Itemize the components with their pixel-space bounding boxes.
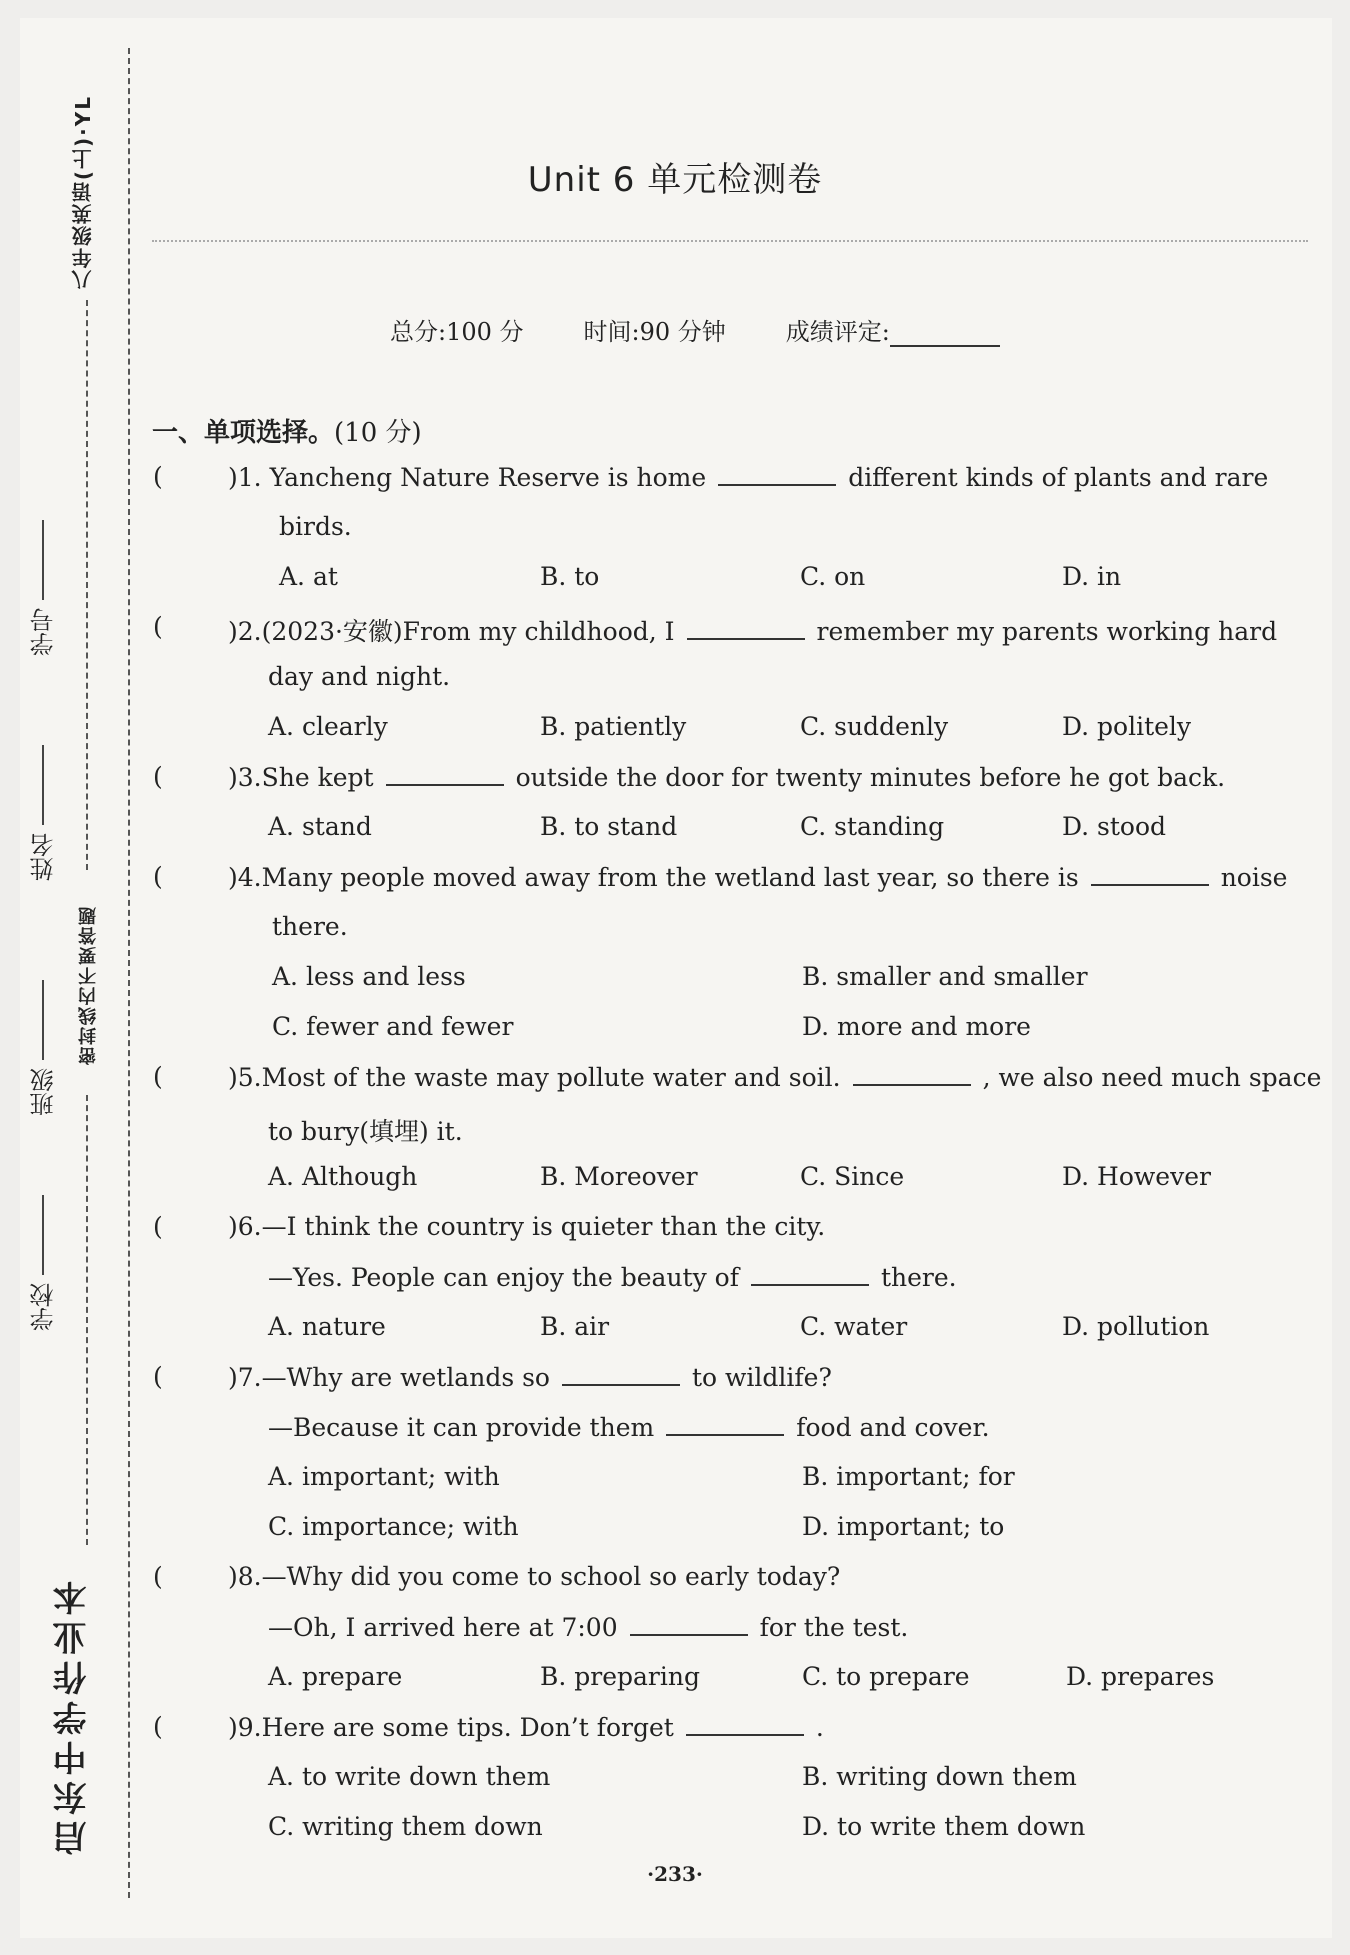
field-class[interactable]: [26, 980, 61, 1116]
answer-blank[interactable]: [666, 1412, 784, 1436]
option-c[interactable]: C. water: [800, 1312, 908, 1341]
page-number: ·233·: [647, 1862, 703, 1886]
field-student-id-label: 学号: [30, 608, 58, 656]
option-a[interactable]: A. Although: [268, 1162, 418, 1191]
field-school[interactable]: [26, 1195, 61, 1331]
question-stem: —Because it can provide them: [268, 1413, 655, 1442]
question-stem: Yancheng Nature Reserve is home: [269, 463, 707, 492]
answer-blank[interactable]: [562, 1362, 680, 1386]
question-2: [228, 612, 1277, 648]
question-stem: .: [815, 1713, 824, 1742]
question-number: )6.: [228, 1212, 262, 1241]
option-d[interactable]: D. prepares: [1066, 1662, 1215, 1691]
question-3: [228, 762, 1225, 792]
answer-blank[interactable]: [751, 1262, 869, 1286]
question-stem: noise: [1220, 863, 1288, 892]
option-d[interactable]: D. pollution: [1062, 1312, 1210, 1341]
question-stem: Most of the waste may pollute water and soil.: [261, 1063, 841, 1092]
option-a[interactable]: A. less and less: [272, 962, 466, 991]
grade-field: [786, 312, 1000, 347]
question-stem: to wildlife?: [691, 1363, 832, 1392]
option-b[interactable]: B. smaller and smaller: [802, 962, 1088, 991]
question-dialogue-reply: [268, 1262, 957, 1292]
option-a[interactable]: A. prepare: [268, 1662, 403, 1691]
option-b[interactable]: B. air: [540, 1312, 610, 1341]
grade-blank[interactable]: [890, 321, 1000, 347]
exam-meta: [390, 312, 1000, 347]
option-a[interactable]: A. clearly: [268, 712, 388, 741]
question-number: )8.: [228, 1562, 262, 1591]
section-label: 一、单项选择。: [152, 418, 335, 448]
option-a[interactable]: A. nature: [268, 1312, 386, 1341]
answer-bracket[interactable]: (: [153, 862, 163, 891]
section-heading: [152, 412, 422, 449]
option-b[interactable]: B. preparing: [540, 1662, 700, 1691]
option-a[interactable]: A. important; with: [268, 1462, 500, 1491]
answer-blank[interactable]: [718, 462, 836, 486]
question-number: )9.: [228, 1713, 262, 1742]
question-stem: food and cover.: [796, 1413, 990, 1442]
paper-page: [20, 18, 1332, 1938]
option-d[interactable]: D. important; to: [802, 1512, 1005, 1541]
answer-bracket[interactable]: (: [153, 1212, 163, 1241]
page-title: Unit 6 单元检测卷: [527, 160, 823, 200]
answer-blank[interactable]: [686, 1712, 804, 1736]
option-b[interactable]: B. to stand: [540, 812, 678, 841]
seal-warning: 密封线内不要答题: [78, 905, 99, 1065]
total-score: 总分:100 分: [390, 318, 524, 346]
answer-blank[interactable]: [630, 1612, 748, 1636]
option-a[interactable]: A. to write down them: [268, 1762, 551, 1791]
option-c[interactable]: C. suddenly: [800, 712, 949, 741]
question-number: )2.: [228, 617, 262, 646]
question-6: [228, 1212, 825, 1241]
field-student-id[interactable]: [26, 520, 61, 656]
field-school-label: 学校: [30, 1283, 58, 1331]
answer-blank[interactable]: [386, 762, 504, 786]
option-d[interactable]: D. in: [1062, 562, 1122, 591]
question-9: [228, 1712, 824, 1742]
question-stem: Here are some tips. Don’t forget: [261, 1713, 674, 1742]
question-stem: —Why are wetlands so: [261, 1363, 550, 1392]
option-b[interactable]: B. Moreover: [540, 1162, 698, 1191]
question-continuation: to bury(填埋) it.: [268, 1117, 463, 1146]
question-stem: Many people moved away from the wetland last year, so there is: [261, 863, 1079, 892]
question-8: [228, 1562, 840, 1591]
section-points: (10 分): [334, 418, 422, 448]
option-d[interactable]: D. stood: [1062, 812, 1167, 841]
option-d[interactable]: D. However: [1062, 1162, 1211, 1191]
question-continuation: day and night.: [268, 662, 451, 691]
question-stem: —Why did you come to school so early today?: [261, 1562, 841, 1591]
answer-bracket[interactable]: (: [153, 1362, 163, 1391]
question-continuation: birds.: [279, 512, 352, 541]
book-label: 八年级英语(上)·YL: [71, 95, 95, 291]
grade-label: 成绩评定:: [785, 318, 890, 346]
question-stem: for the test.: [759, 1613, 909, 1642]
option-d[interactable]: D. to write them down: [802, 1812, 1086, 1841]
school-brand: 启东中学作业本: [53, 1575, 93, 1855]
answer-bracket[interactable]: (: [153, 612, 163, 641]
question-stem: She kept: [261, 763, 374, 792]
option-c[interactable]: C. fewer and fewer: [272, 1012, 514, 1041]
answer-bracket[interactable]: (: [153, 462, 163, 491]
question-dialogue-reply: [268, 1612, 908, 1642]
question-number: )4.: [228, 863, 262, 892]
option-b[interactable]: B. important; for: [802, 1462, 1015, 1491]
option-c[interactable]: C. writing them down: [268, 1812, 543, 1841]
binding-dashed-line: [128, 48, 130, 1898]
question-1: [228, 462, 1268, 492]
question-stem: remember my parents working hard: [816, 617, 1278, 646]
option-c[interactable]: C. standing: [800, 812, 945, 841]
question-stem: —I think the country is quieter than the city.: [261, 1212, 826, 1241]
option-c[interactable]: C. on: [800, 562, 866, 591]
answer-bracket[interactable]: (: [153, 1712, 163, 1741]
question-number: )1.: [228, 463, 262, 492]
side-dash-upper: [86, 300, 88, 870]
question-continuation: there.: [272, 912, 348, 941]
answer-blank[interactable]: [1091, 862, 1209, 886]
question-number: )5.: [228, 1063, 262, 1092]
answer-bracket[interactable]: (: [153, 762, 163, 791]
question-5: [228, 1062, 1321, 1092]
field-school-line[interactable]: [43, 1195, 45, 1275]
answer-blank[interactable]: [687, 616, 805, 640]
question-stem: , we also need much space: [982, 1063, 1322, 1092]
answer-blank[interactable]: [853, 1062, 971, 1086]
option-c[interactable]: C. to prepare: [802, 1662, 970, 1691]
question-number: )7.: [228, 1363, 262, 1392]
option-a[interactable]: A. stand: [268, 812, 372, 841]
exam-time: 时间:90 分钟: [583, 318, 726, 346]
question-stem: outside the door for twenty minutes before he got back.: [515, 763, 1226, 792]
question-stem: (2023·安徽)From my childhood, I: [261, 617, 675, 646]
option-b[interactable]: B. patiently: [540, 712, 687, 741]
answer-bracket[interactable]: (: [153, 1062, 163, 1091]
option-a[interactable]: A. at: [279, 562, 338, 591]
question-4: [228, 862, 1287, 892]
field-student-id-line[interactable]: [43, 520, 45, 600]
question-stem: —Yes. People can enjoy the beauty of: [268, 1263, 739, 1292]
option-c[interactable]: C. importance; with: [268, 1512, 519, 1541]
question-number: )3.: [228, 763, 262, 792]
option-c[interactable]: C. Since: [800, 1162, 905, 1191]
question-stem: —Oh, I arrived here at 7:00: [268, 1613, 618, 1642]
option-b[interactable]: B. writing down them: [802, 1762, 1077, 1791]
side-dash-lower: [86, 1095, 88, 1545]
field-name[interactable]: [26, 745, 61, 881]
field-name-label: 姓名: [30, 833, 58, 881]
title-divider: [152, 240, 1308, 242]
answer-bracket[interactable]: (: [153, 1562, 163, 1591]
question-7: [228, 1362, 832, 1392]
option-b[interactable]: B. to: [540, 562, 600, 591]
option-d[interactable]: D. more and more: [802, 1012, 1031, 1041]
question-dialogue-reply: [268, 1412, 990, 1442]
field-class-label: 班级: [30, 1068, 58, 1116]
field-class-line[interactable]: [43, 980, 45, 1060]
question-stem: different kinds of plants and rare: [848, 463, 1269, 492]
option-d[interactable]: D. politely: [1062, 712, 1192, 741]
field-name-line[interactable]: [43, 745, 45, 825]
question-stem: there.: [880, 1263, 957, 1292]
